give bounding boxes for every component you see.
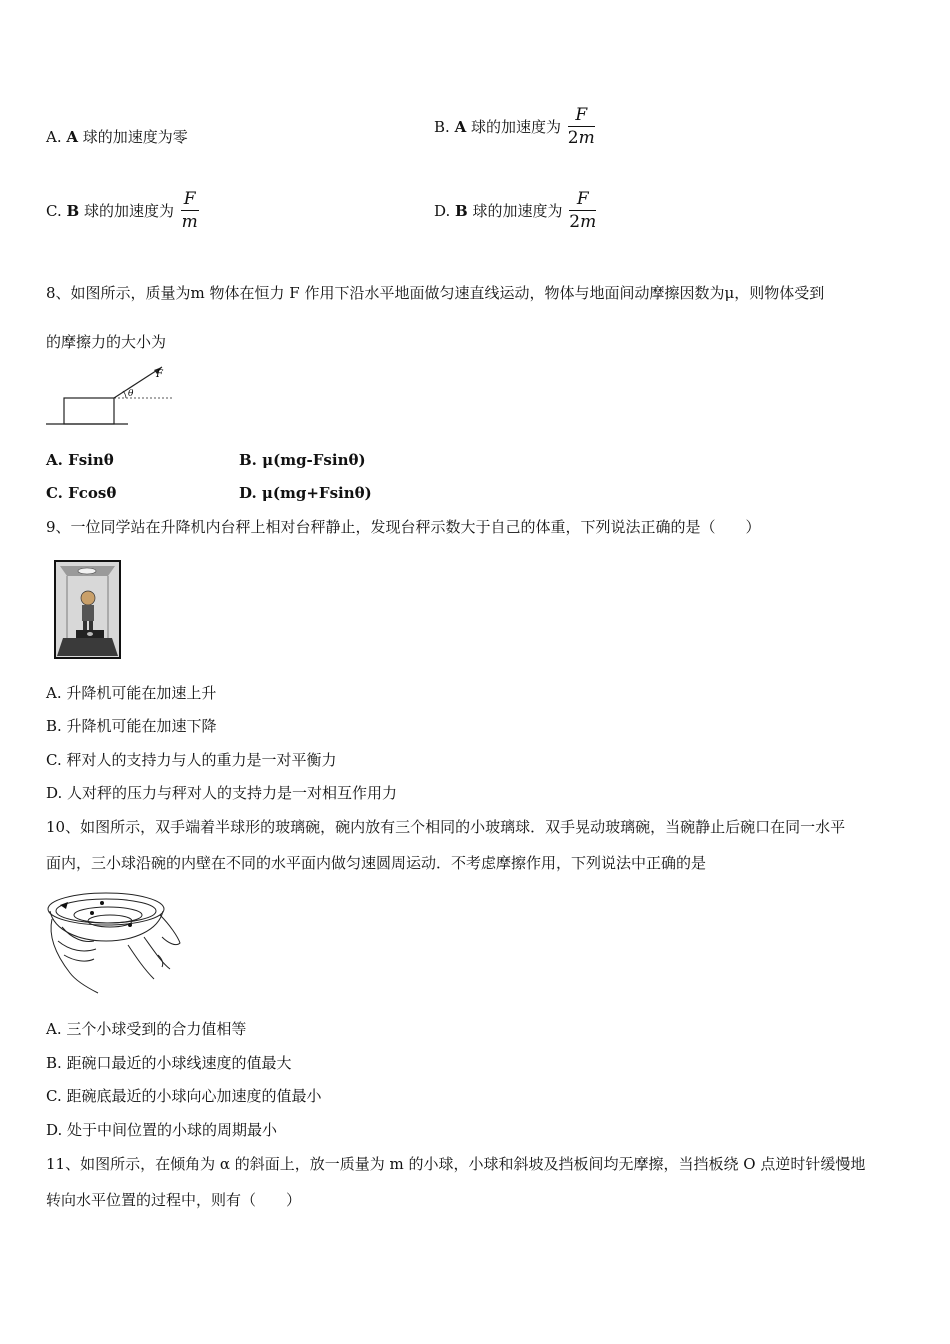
q10-option-d: D. 处于中间位置的小球的周期最小	[46, 1121, 278, 1139]
bowl-rim	[48, 893, 164, 925]
q8-block-force-figure	[44, 362, 179, 428]
q9-option-c: C. 秤对人的支持力与人的重力是一对平衡力	[46, 751, 337, 769]
q7-option-b-fraction	[568, 104, 595, 149]
q8-option-a: A. Fsinθ	[46, 451, 114, 469]
right-hand-outline	[160, 915, 180, 945]
q8-option-b: B. μ(mg-Fsinθ)	[239, 451, 366, 469]
q7-option-d-text: 球的加速度为	[467, 201, 563, 220]
block	[64, 398, 114, 424]
q7-option-b-text: 球的加速度为	[466, 117, 561, 136]
fraction-denominator-var: m	[580, 212, 597, 232]
q10-option-a: A. 三个小球受到的合力值相等	[46, 1020, 247, 1038]
q10-option-b: B. 距碗口最近的小球线速度的值最大	[46, 1054, 292, 1072]
q11-stem-line1: 11、如图所示，在倾角为 α 的斜面上，放一质量为 m 的小球，小球和斜坡及挡板间均无摩擦，当挡板绕 O 点逆时针缓慢地	[46, 1155, 866, 1173]
fraction-numerator: F	[568, 104, 595, 127]
q7-option-a-text: 球的加速度为零	[78, 128, 188, 146]
q7-option-d-prefix: D.	[434, 201, 456, 220]
q8-stem-line2: 的摩擦力的大小为	[46, 333, 167, 351]
q8-option-c: C. Fcosθ	[46, 484, 117, 502]
ball-top	[100, 901, 104, 905]
q7-option-d-ball: B	[455, 201, 468, 220]
q7-option-d	[434, 188, 596, 233]
fraction-denominator-coef: 2	[569, 212, 581, 232]
angle-arc	[123, 391, 126, 398]
fraction-numerator: F	[181, 188, 199, 211]
q7-option-a-prefix: A.	[46, 128, 67, 146]
left-hand-outline	[51, 919, 98, 993]
q9-elevator-figure	[54, 560, 121, 659]
q10-bowl-hands-figure	[44, 885, 184, 997]
person-body	[82, 605, 94, 621]
q10-stem-line1: 10、如图所示，双手端着半球形的玻璃碗，碗内放有三个相同的小玻璃球．双手晃动玻璃碗，当碗静止后碗口在同一水平	[46, 818, 846, 836]
q7-option-b-prefix: B.	[434, 117, 455, 136]
person-head	[81, 591, 95, 605]
q7-option-b	[434, 104, 595, 149]
force-label: F	[156, 369, 163, 380]
q7-option-d-fraction	[569, 188, 596, 233]
q9-stem: 9、一位同学站在升降机内台秤上相对台秤静止，发现台秤示数大于自己的体重，下列说法正确的是（ ）	[46, 518, 761, 536]
q9-option-b: B. 升降机可能在加速下降	[46, 717, 217, 735]
q11-stem-line2: 转向水平位置的过程中，则有（ ）	[46, 1191, 302, 1209]
q8-option-d: D. μ(mg+Fsinθ)	[239, 484, 372, 502]
q7-option-c-ball: B	[66, 201, 80, 220]
q9-option-d: D. 人对秤的压力与秤对人的支持力是一对相互作用力	[46, 784, 398, 802]
q7-option-a	[46, 127, 188, 147]
rotation-arrowhead	[60, 902, 68, 909]
angle-label: θ	[128, 389, 134, 399]
q7-option-a-ball: A	[66, 128, 79, 146]
q9-option-a: A. 升降机可能在加速上升	[46, 684, 217, 702]
fraction-numerator: F	[569, 188, 596, 211]
q10-stem-line2: 面内，三小球沿碗的内壁在不同的水平面内做匀速圆周运动．不考虑摩擦作用，下列说法中正确的是	[46, 854, 707, 872]
q7-option-b-ball: A	[454, 117, 467, 136]
ball-middle	[90, 911, 94, 915]
q7-option-c	[46, 188, 199, 233]
ball-bottom	[128, 923, 132, 927]
force-arrow	[114, 367, 162, 398]
fraction-denominator-var: m	[578, 128, 595, 148]
ceiling-light	[78, 568, 96, 574]
fraction-denominator-coef: 2	[567, 128, 579, 148]
q7-option-c-fraction	[181, 188, 199, 233]
q10-option-c: C. 距碗底最近的小球向心加速度的值最小	[46, 1087, 322, 1105]
q7-option-c-text: 球的加速度为	[79, 201, 174, 220]
elevator-floor	[57, 638, 118, 656]
q7-option-c-prefix: C.	[46, 201, 67, 220]
fraction-denominator-var: m	[181, 212, 198, 232]
q8-stem-line1: 8、如图所示，质量为m 物体在恒力 F 作用下沿水平地面做匀速直线运动，物体与地面间动摩擦因数为μ，则物体受到	[46, 284, 825, 302]
